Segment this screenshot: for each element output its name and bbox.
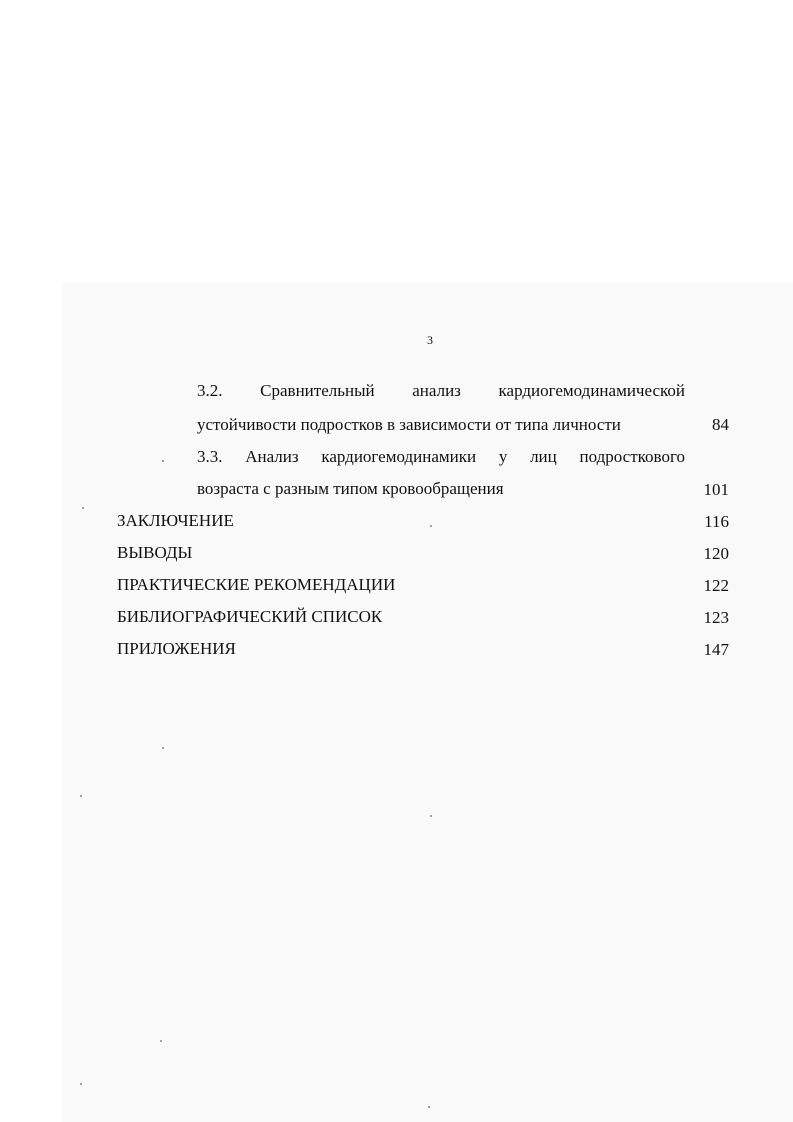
toc-section-findings-page: 120 [703,544,729,563]
page-number: 3 [427,333,433,347]
toc-entry-3-2-line1: 3.2. Сравнительный анализ кардиогемодинамической [197,381,685,400]
toc-section-conclusion-page: 116 [704,512,729,531]
scan-speck [430,525,432,527]
toc-section-appendices-page: 147 [703,640,729,659]
scan-speck [428,1106,430,1108]
toc-section-recommendations: ПРАКТИЧЕСКИЕ РЕКОМЕНДАЦИИ [117,575,396,594]
scan-background [62,282,793,1122]
scan-speck [162,747,164,749]
toc-section-appendices: ПРИЛОЖЕНИЯ [117,639,236,658]
toc-section-bibliography-page: 123 [703,608,729,627]
toc-entry-3-2-line2: устойчивости подростков в зависимости от типа личности [197,415,621,434]
toc-section-findings: ВЫВОДЫ [117,543,193,562]
toc-section-recommendations-page: 122 [703,576,729,595]
toc-entry-3-3-page: 101 [703,480,729,499]
scan-speck [80,795,82,797]
toc-entry-3-3-line1: 3.3. Анализ кардиогемодинамики у лиц подросткового [197,447,685,466]
toc-entry-3-3-line2: возраста с разным типом кровообращения [197,479,504,498]
scan-speck [430,815,432,817]
toc-entry-3-2-page: 84 [712,415,729,434]
scan-speck [80,1083,82,1085]
scan-speck [160,1040,162,1042]
toc-section-bibliography: БИБЛИОГРАФИЧЕСКИЙ СПИСОК [117,607,383,626]
toc-section-conclusion: ЗАКЛЮЧЕНИЕ [117,511,234,530]
scan-speck [82,507,84,509]
scan-speck [162,460,164,462]
